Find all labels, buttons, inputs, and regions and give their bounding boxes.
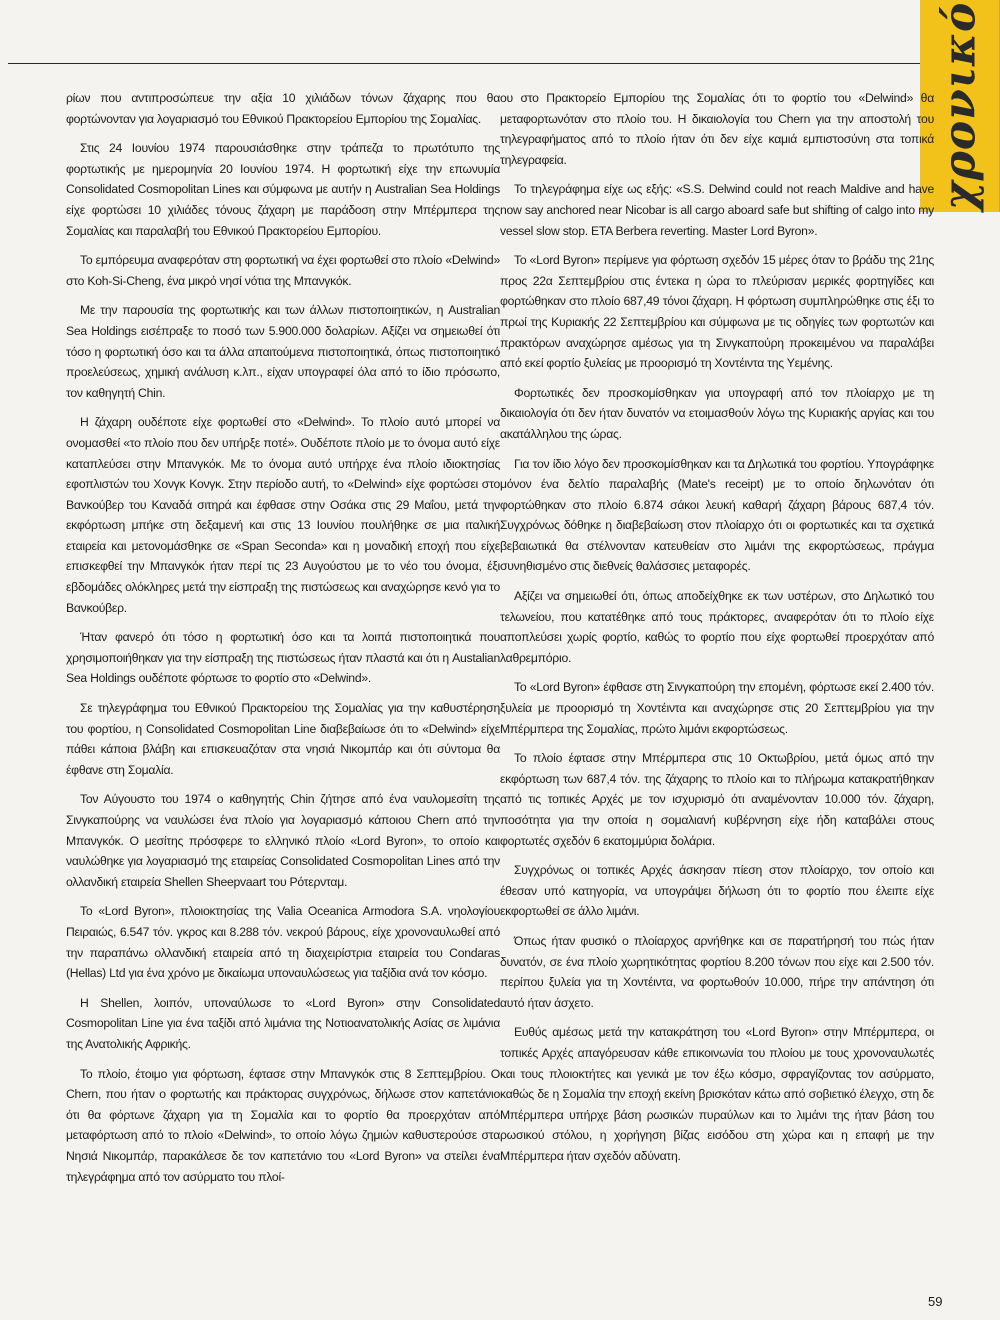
paragraph: Συγχρόνως οι τοπικές Αρχές άσκησαν πίεση στον πλοίαρχο, τον οποίο και έθεσαν υπό κατηγορία, να υπογράψει δήλωση ότι το φορτίο που έλειπε είχε εκφορτωθεί σε άλλο λιμάνι. xyxy=(500,863,934,919)
paragraph: Το «Lord Byron» έφθασε στη Σινγκαπούρη την επομένη, φόρτωσε εκεί 2.400 τόν. ξυλεία με προορισμό τη Χοντέιντα και αναχώρησε στις 20 Σεπτεμβρίου για την Μπέρμπερα της Σομαλίας, πρώτο λιμάνι εκφορτώσεως. xyxy=(500,680,934,736)
paragraph: Η Shellen, λοιπόν, υποναύλωσε το «Lord Byron» στην Consolidated Cosmopolitan Line για ένα ταξίδι από λιμάνια της Νοτιοανατολικής Ασίας σε λιμάνια της Ανατολικής Αφρικής. xyxy=(66,995,500,1051)
paragraph: Το «Lord Byron» περίμενε για φόρτωση σχεδόν 15 μέρες όταν το βράδυ της 21ης προς 22α Σεπτεμβρίου στις έντεκα η ώρα το πλεύρισαν μερικές φορτηγίδες και φορτώθηκαν στο πλοίο 687,49 τόνοι ζάχαρη. Η φόρτωση συμπληρώθηκε στις έξι το πρωί της Κυριακής 22 Σεπτεμβρίου και σύμφωνα με τις οδηγίες των φορτωτών και πρακτόρων αναχώρησε αμέσως για τη Σινγκαπούρη προκειμένου να παραλάβει από εκεί φορτίο ξυλείας με προορισμό τη Χοντέιντα της Υεμένης. xyxy=(500,253,934,371)
paragraph: Ήταν φανερό ότι τόσο η φορτωτική όσο και τα λοιπά πιστοποιητικά που χρησιμοποιήθηκαν για την είσπραξη της πιστώσεως ήταν πλαστά και ότι η Austalian Sea Holdings ουδέποτε φόρτωσε το φορτίο στο «Delwind». xyxy=(66,630,500,686)
header-rule xyxy=(8,63,920,64)
paragraph: Η ζάχαρη ουδέποτε είχε φορτωθεί στο «Delwind». Το πλοίο αυτό μπορεί να ονομασθεί «το πλοίο που δεν υπήρξε ποτέ». Ουδέποτε πλοίο με το όνομα αυτό είχε καταπλεύσει στην Μπανγκόκ. Με το όνομα αυτό υπήρχε ένα πλοίο ιδιοκτησίας εφοπλιστών του Χονγκ Κονγκ. Στην περίοδο αυτή, το «Delwind» είχε φορτώσει στο Βανκούβερ του Καναδά σιτηρά και έφθασε στην Οσάκα στις 29 Μαΐου, μετά την εκφόρτωση μπήκε στη δεξαμενή και στις 13 Ιουνίου πουλήθηκε σε μια ιταλική εταιρεία και μετονομάσθηκε σε «Span Seconda» και η μοναδική εποχή που είχε επισκεφθεί την Μπανγκόκ ήταν περί τις 23 Αυγούστου με το νέο του όνομα, έξι εβδομάδες ολόκληρες μετά την είσπραξη της πιστώσεως και αναχώρησε κενό για το Βανκούβερ. xyxy=(66,415,500,615)
section-tab-label: χρονικό xyxy=(934,1,986,211)
paragraph: Στις 24 Ιουνίου 1974 παρουσιάσθηκε στην τράπεζα το πρωτότυπο της φορτωτικής με ημερομηνία 20 Ιουνίου 1974. Η φορτωτική είχε την επωνυμία Consolidated Cosmopolitan Lines και σύμφωνα με αυτήν η Australian Sea Holdings είχε φορτώσει 10 χιλιάδες τόνους ζάχαρη με παράδοση στην Μπέρμπερα της Σομαλίας και παραλαβή του Εθνικού Πρακτορείου Εμπορίου. xyxy=(66,141,500,238)
paragraph: Με την παρουσία της φορτωτικής και των άλλων πιστοποιητικών, η Australian Sea Holdings εισέπραξε το ποσό των 5.900.000 δολαρίων. Αξίζει να σημειωθεί ότι τόσο η φορτωτική όσο και τα άλλα απαιτούμενα πιστοποιητικά, όπως πιστοποιητικό προελεύσεως, χημική ανάλυση κ.λπ., είχαν υπογραφεί όλα από το ίδιο πρόσωπο, τον καθηγητή Chin. xyxy=(66,303,500,400)
paragraph: Όπως ήταν φυσικό ο πλοίαρχος αρνήθηκε και σε παρατήρησή του πώς ήταν δυνατόν, σε ένα πλοίο χωρητικότητας φορτίου 8.200 τόνων που είχε και 2.500 τόν. περίπου ξυλεία για τη Χοντέιντα, να φορτωθούν 10.000, πήρε την απάντηση ότι αυτό ήταν άσχετο. xyxy=(500,933,934,1010)
paragraph: Το «Lord Byron», πλοιοκτησίας της Valia Oceanica Armodora S.A. νηολογίου Πειραιώς, 6.547 τόν. γκρος και 8.288 τόν. νεκρού βάρους, είχε χρονοναυλωθεί από την παραπάνω ολλανδική εταιρεία από τη διαχειρίστρια εταιρεία του Condaras (Hellas) Ltd για ένα χρόνο με δικαίωμα υποναυλώσεως για ταξίδια ανά τον κόσμο. xyxy=(66,904,500,981)
left-column xyxy=(66,88,500,1288)
paragraph: ρίων που αντιπροσώπευε την αξία 10 χιλιάδων τόνων ζάχαρης που θα φορτώνονταν για λογαριασμό του Εθνικού Πρακτορείου Εμπορίου της Σομαλίας. xyxy=(66,91,500,126)
paragraph: Φορτωτικές δεν προσκομίσθηκαν για υπογραφή από τον πλοίαρχο με τη δικαιολογία ότι δεν ήταν δυνατόν να ετοιμασθούν λόγω της Κυριακής αργίας και του ακατάλληλου της ώρας. xyxy=(500,385,934,441)
paragraph: Αξίζει να σημειωθεί ότι, όπως αποδείχθηκε εκ των υστέρων, στο Δηλωτικό του τελωνείου, που κατατέθηκε από τους πράκτορες, αναφερόταν ότι το πλοίο είχε αποπλεύσει χωρίς φορτίο, καθώς το φορτίο που είχε φορτωθεί προερχόταν από λαθρεμπόριο. xyxy=(500,589,934,665)
paragraph: Το εμπόρευμα αναφερόταν στη φορτωτική να έχει φορτωθεί στο πλοίο «Delwind» στο Koh-Si-Cheng, ένα μικρό νησί νότια της Μπανγκόκ. xyxy=(66,253,500,288)
paragraph: Για τον ίδιο λόγο δεν προσκομίσθηκαν και τα Δηλωτικά του φορτίου. Υπογράφηκε μόνον ένα δελτίο παραλαβής (Mate's receipt) με το οποίο δηλωνόταν ότι φορτώθηκαν στο πλοίο 6.874 σάκοι λευκή καθαρή ζάχαρη βάρους 687,4 τόν. Συγχρόνως δόθηκε η διαβεβαίωση στον πλοίαρχο ότι οι φορτωτικές και τα σχετικά βεβαιωτικά θα στέλνονταν κατευθείαν στο λιμάνι της εκφορτώσεως, πράγμα συνηθισμένο στις διεθνείς θαλάσσιες μεταφορές. xyxy=(500,456,934,574)
paragraph: Το πλοίο έφτασε στην Μπέρμπερα στις 10 Οκτωβρίου, μετά όμως από την εκφόρτωση των 687,4 τόν. της ζάχαρης το πλοίο και το πλήρωμα κατακρατήθηκαν από τις τοπικές Αρχές με τον ισχυρισμό ότι αναμένονταν 10.000 τόν. ζάχαρη, ποσότητα για την οποία η σομαλιανή κυβέρνηση είχε ήδη καταβάλει στους φορτωτές σχεδόν 6 εκατομμύρια δολάρια. xyxy=(500,751,934,848)
paragraph: Το πλοίο, έτοιμο για φόρτωση, έφτασε στην Μπανγκόκ στις 8 Σεπτεμβρίου. Ο Chern, που ήταν ο φορτωτής και πράκτορας συγχρόνως, δήλωσε στον καπετάνιο ότι θα φόρτωνε ζάχαρη για τη Σομαλία και το φορτίο θα προερχόταν από μεταφόρτωση από το πλοίο «Delwind», το οποίο λόγω ζημιών καθυστερούσε στα Νησιά Νικομπάρ, παρακάλεσε δε τον καπετάνιο του «Lord Byron» να στείλει ένα τηλεγράφημα από τον ασύρματο του πλοί- xyxy=(66,1066,500,1184)
paragraph: Τον Αύγουστο του 1974 ο καθηγητής Chin ζήτησε από ένα ναυλομεσίτη της Σινγκαπούρης να ναυλώσει ένα πλοίο για λογαριασμό κάποιου Chern από την Μπανγκόκ. Ο μεσίτης πρόσφερε το ελληνικό πλοίο «Lord Byron», το οποίο και ναυλώθηκε για λογαριασμό της εταιρείας Consolidated Cosmopolitan Lines από την ολλανδική εταιρεία Shellen Sheepvaart του Ρότερνταμ. xyxy=(66,792,500,889)
paragraph: Το τηλεγράφημα είχε ως εξής: «S.S. Delwind could not reach Maldive and have now say anchored near Nicobar is all cargo aboard safe but shifting of calgo into my vessel slow stop. ETA Berbera reverting. Master Lord Byron». xyxy=(500,182,934,238)
paragraph: ου στο Πρακτορείο Εμπορίου της Σομαλίας ότι το φορτίο του «Delwind» θα μεταφορτωνόταν στο πλοίο του. Η δικαιολογία του Chern για την αποστολή του τηλεγραφήματος από το πλοίο ήταν ότι δεν είχε καμιά εμπιστοσύνη στα τοπικά τηλεγραφεία. xyxy=(500,91,934,167)
paragraph: Ευθύς αμέσως μετά την κατακράτηση του «Lord Byron» στην Μπέρμπερα, οι τοπικές Αρχές απαγόρευσαν κάθε επικοινωνία του πλοίου με τους χρονοναυλωτές και τους πλοιοκτήτες και γενικά με τον έξω κόσμο, σφραγίζοντας τον ασύρματο, καθώς δε η Σομαλία την εποχή εκείνη βρισκόταν κάτω από σοβιετικό έλεγχο, στη δε Μπέρμπερα υπήρχε βάση ρωσικών πυραύλων και το λιμάνι της ήταν βάση του ρωσικού στόλου, η χορήγηση βίζας εισόδου στη χώρα και η επαφή με την Μπέρμπερα ήταν σχεδόν αδύνατη. xyxy=(500,1025,934,1163)
paragraph: Σε τηλεγράφημα του Εθνικού Πρακτορείου της Σομαλίας για την καθυστέρηση του φορτίου, η Consolidated Cosmopolitan Line διαβεβαίωσε ότι το «Delwind» είχε πάθει κάποια βλάβη και επισκευαζόταν στα νησιά Νικομπάρ και ότι σύντομα θα έφθανε στη Σομαλία. xyxy=(66,701,500,777)
page-number: 59 xyxy=(928,1294,943,1309)
right-column xyxy=(500,88,934,1288)
